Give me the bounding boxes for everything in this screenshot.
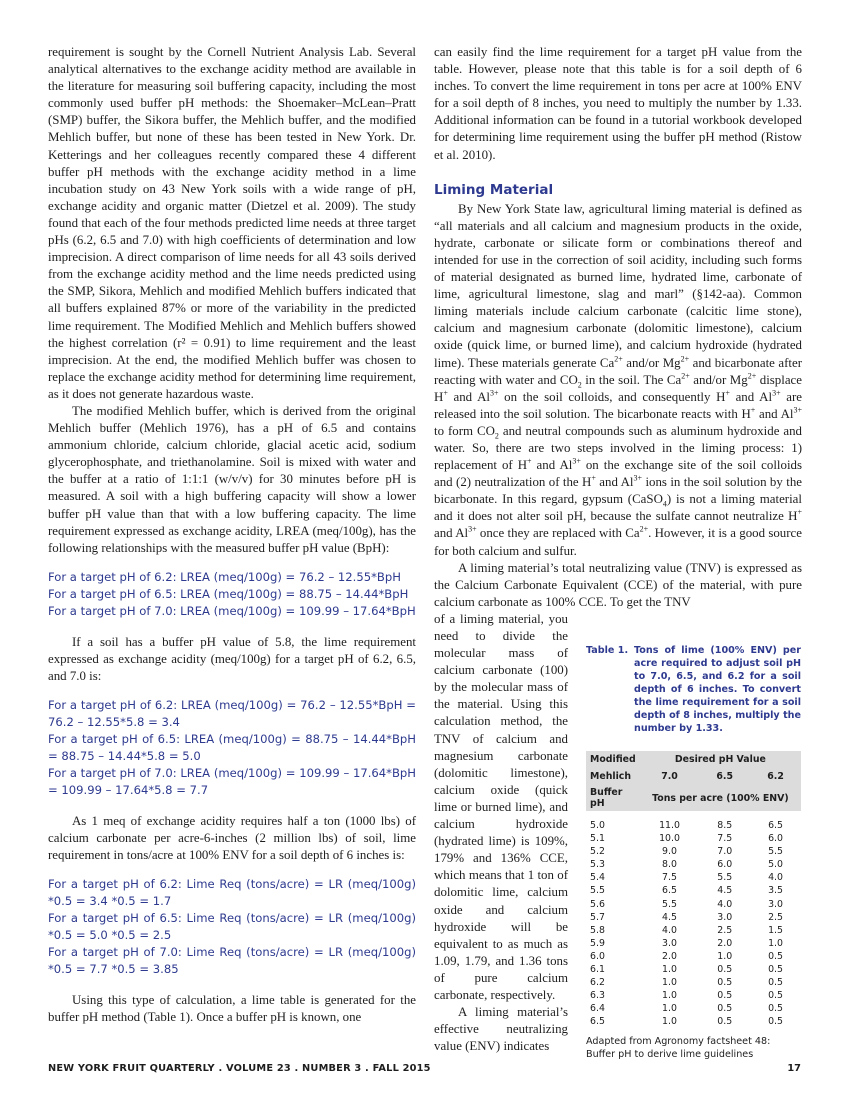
table-cell: 0.5 — [717, 1003, 733, 1015]
body-paragraph: Using this type of calculation, a lime table is generated for the buffer pH method (Table 1). Once a buffer pH is known, one — [48, 993, 416, 1025]
body-paragraph: If a soil has a buffer pH value of 5.8, the lime requirement expressed as exchange acidity (meq/100g) for a target pH of 6.2, 6.5, and 7.0 is: — [48, 634, 416, 683]
equation-line: For a target pH of 7.0: LREA (meq/100g) = 109.99 – 17.64*BpH = 109.99 – 17.64*5.8 = 7.7 — [48, 766, 416, 798]
table-row — [586, 1002, 801, 1015]
table-caption-text: Tons of lime (100% ENV) per acre required to adjust soil pH to 7.0, 6.5, and 6.2 for a soil depth of 6 inches. To convert the lime requirement for a soil depth of 8 inches, multiply the number by 1.33. — [634, 645, 801, 734]
equation-line: For a target pH of 7.0: Lime Req (tons/acre) = LR (meq/100g) *0.5 = 7.7 *0.5 = 3.85 — [48, 945, 416, 977]
table-source-note: Adapted from Agronomy factsheet 48: Buffer pH to derive lime guidelines — [586, 1035, 771, 1060]
table-cell: 10.0 — [659, 833, 680, 845]
table-cell: 5.2 — [590, 846, 605, 858]
table-label: Table 1. — [586, 645, 629, 656]
equation-block — [48, 569, 416, 620]
table-cell: 2.0 — [662, 950, 677, 962]
table-cell: 4.5 — [662, 911, 677, 923]
equation-line: For a target pH of 6.2: LREA (meq/100g) = 76.2 – 12.55*BpH — [48, 569, 401, 584]
header-cell: Mehlich — [590, 771, 632, 782]
table-cell: 5.7 — [590, 911, 605, 923]
body-paragraph: As 1 meq of exchange acidity requires half a ton (1000 lbs) of calcium carbonate per acre-6-inches (2 million lbs) of soil, lime requirement in tons/acre at 100% ENV for a soil depth of 6 inches is: — [48, 814, 416, 863]
table-cell: 6.5 — [662, 885, 677, 897]
table-cell: 5.1 — [590, 833, 605, 845]
table-row — [586, 937, 801, 950]
table-cell: 2.5 — [717, 924, 733, 936]
body-paragraph: By New York State law, agricultural liming material is defined as “all materials and all calcium and magnesium products in the oxide, hydrate, carbonate or silicate form or combinations thereof and intended for use in the correction of soil acidity, including such forms of material designated as burned lime, hydrated lime, carbonate of lime, agricultural limestone, slag and marl” (§142-aa). Common liming materials include calcium carbonate (calcitic lime stone), calcium and magnesium carbonate (dolomitic limestone), calcium oxide (quick lime, or burned lime), and calcium hydroxide (hydrated lime). These materials generate $Ca^{2+}$ and/or $Mg^{2+}$ and bicarbonate after reacting with water and $CO_2$ in the soil. The $Ca^{2+}$ and/or $Mg^{2+}$ displace H+ and $Al^{3+}$ on the soil colloids, and consequently H+ and $Al^{3+}$ are released into the soil solution. The bicarbonate reacts with H+ and $Al^{3+}$ to form $CO_2$ and neutral compounds such as aluminum hydroxide and water. So, there are two steps involved in the liming process: 1) replacement of H+ and $Al^{3+}$ on the exchange site of the soil colloids and (2) neutralization of the H+ and $Al^{3+}$ ions in the soil solution by the bicarbonate. In this regard, gypsum (CaSO$_4$) is not a liming material and it does not alter soil pH, because the sulfate cannot neutralize H+ and $Al^{3+}$ once they are replaced with $Ca^{2+}$. However, it is a good source for both calcium and sulfur. — [434, 201, 802, 558]
table-row — [586, 845, 801, 858]
table-cell: 4.0 — [662, 924, 677, 936]
table-row — [586, 989, 801, 1002]
table-cell: 8.0 — [662, 859, 677, 871]
header-cell: Modified — [590, 754, 636, 765]
header-cell: 6.5 — [716, 771, 734, 782]
table-cell: 7.0 — [717, 846, 733, 858]
table-cell: 1.0 — [662, 977, 677, 989]
table-cell: 4.5 — [717, 885, 733, 897]
table-cell: 5.0 — [590, 820, 605, 831]
table-row — [586, 924, 801, 937]
body-paragraph: of a liming material, you need to divide the molecular mass of calcium carbonate (100) by the molecular mass of the material. Using this calculation method, the TNV of calcium and magnesium carbonate (dolomitic limestone), calcium oxide (quick lime or burned lime), and calcium hydroxide (hydrated lime) is 109%, 179% and 136% CCE, which means that 1 ton of dolomitic lime, calcium oxide and calcium hydroxide will be equivalent to as much as 1.09, 1.79, and 1.36 tons of pure calcium carbonate, respectively. — [434, 611, 568, 1002]
header-cell: 6.2 — [767, 771, 784, 782]
header-cell: Tons per acre (100% ENV) — [652, 792, 789, 804]
equation-block — [48, 697, 416, 799]
table-cell: 5.5 — [768, 846, 784, 858]
table-cell: 6.0 — [768, 833, 784, 845]
table-cell: 0.5 — [717, 977, 733, 989]
table-cell: 5.6 — [590, 898, 605, 910]
table-row — [586, 832, 801, 845]
table-cell: 4.0 — [717, 898, 733, 910]
table-cell: 1.0 — [662, 964, 677, 976]
footer-journal: NEW YORK FRUIT QUARTERLY . VOLUME 23 . NUMBER 3 . FALL 2015 — [48, 1063, 431, 1074]
table-cell: 5.0 — [768, 859, 784, 871]
table-cell: 0.5 — [717, 990, 733, 1002]
table-cell: 3.0 — [717, 911, 733, 923]
table-row — [586, 963, 801, 976]
table-row — [586, 976, 801, 989]
table-cell: 6.1 — [590, 964, 605, 976]
body-paragraph: A liming material’s effective neutralizing value (ENV) indicates — [434, 1005, 568, 1054]
table-cell: 1.5 — [768, 924, 784, 936]
table-header-row — [586, 785, 801, 811]
table-cell: 5.5 — [590, 885, 605, 897]
body-paragraph: can easily find the lime requirement for a target pH value from the table. However, please note that this table is for a soil depth of 6 inches. To convert the lime requirement in tons per acre at 100% ENV for a soil depth of 8 inches, you need to multiply the number by 1.33. Additional information can be found in a tutorial workbook developed for determining lime requirement using the buffer pH method (Ristow et al. 2010). — [434, 45, 802, 162]
table-row — [586, 858, 801, 871]
table-body — [586, 811, 801, 1029]
table-cell: 5.5 — [662, 898, 677, 910]
equation-line: For a target pH of 6.2: LREA (meq/100g) = 76.2 – 12.55*BpH = 76.2 – 12.55*5.8 = 3.4 — [48, 698, 416, 730]
table-cell: 0.5 — [768, 1016, 784, 1028]
table-cell: 3.5 — [768, 885, 784, 897]
equation-line: For a target pH of 6.5: LREA (meq/100g) = 88.75 – 14.44*BpH — [48, 586, 409, 601]
table-cell: 6.2 — [590, 977, 605, 989]
equation-block — [48, 876, 416, 978]
table-cell: 0.5 — [717, 964, 733, 976]
table-cell: 8.5 — [717, 820, 733, 831]
table-cell: 3.0 — [662, 937, 677, 949]
table-cell: 0.5 — [717, 1016, 733, 1028]
table-header-row — [586, 751, 801, 768]
table-cell: 0.5 — [768, 990, 784, 1002]
table-cell: 4.0 — [768, 872, 784, 884]
section-heading: Liming Material — [434, 181, 554, 198]
equation-line: For a target pH of 6.5: LREA (meq/100g) = 88.75 – 14.44*BpH = 88.75 – 14.44*5.8 = 5.0 — [48, 732, 416, 764]
table-row — [586, 811, 801, 832]
table-cell: 2.0 — [717, 937, 733, 949]
table-1 — [586, 644, 801, 1061]
table-cell: 7.5 — [717, 833, 733, 845]
table-header-row — [586, 768, 801, 785]
table-cell: 6.5 — [768, 820, 784, 831]
table-cell: 1.0 — [662, 990, 677, 1002]
table-cell: 5.5 — [717, 872, 733, 884]
header-cell: Buffer pH — [590, 787, 623, 809]
table-cell: 6.3 — [590, 990, 605, 1002]
table-caption — [586, 644, 801, 735]
table-cell: 3.0 — [768, 898, 784, 910]
table-cell: 7.5 — [662, 872, 677, 884]
left-column — [48, 44, 416, 1027]
table-row — [586, 950, 801, 963]
table-cell: 6.0 — [590, 950, 605, 962]
table-cell: 1.0 — [662, 1003, 677, 1015]
table-cell: 9.0 — [662, 846, 677, 858]
table-cell: 6.5 — [590, 1016, 605, 1028]
table-row — [586, 884, 801, 897]
table-cell: 0.5 — [768, 1003, 784, 1015]
body-paragraph: The modified Mehlich buffer, which is derived from the original Mehlich buffer (Mehlich 1976), has a pH of 6.5 and contains ammonium chloride, calcium chloride, glacial acetic acid, sodium glycerophosphate, and triethanolamine. Soil is mixed with water and the buffer at a ratio of 1:1:1 (w/v/v) for 30 minutes before pH is measured. A soil with a high buffering capacity will show a lower buffer pH value than that with a low buffering capacity. The lime requirement expressed as exchange acidity, LREA (meq/100g), has the following relationships with the measured buffer pH value (BpH): — [48, 403, 416, 555]
page-number: 17 — [787, 1063, 801, 1074]
table-cell: 6.4 — [590, 1003, 605, 1015]
table-row — [586, 871, 801, 884]
table-cell: 11.0 — [659, 820, 680, 831]
equation-line: For a target pH of 6.5: Lime Req (tons/acre) = LR (meq/100g) *0.5 = 5.0 *0.5 = 2.5 — [48, 911, 416, 943]
lime-table — [586, 751, 801, 1029]
table-cell: 2.5 — [768, 911, 784, 923]
table-cell: 0.5 — [768, 964, 784, 976]
table-cell: 5.8 — [590, 924, 605, 936]
header-cell: Desired pH Value — [674, 754, 766, 765]
table-cell: 5.9 — [590, 937, 605, 949]
body-paragraph: A liming material’s total neutralizing value (TNV) is expressed as the Calcium Carbonate Equivalent (CCE) of the material, with pure calcium carbonate as 100% CCE. To get the TNV — [434, 560, 802, 609]
table-row — [586, 1015, 801, 1028]
table-cell: 1.0 — [768, 937, 784, 949]
table-cell: 5.4 — [590, 872, 605, 884]
equation-line: For a target pH of 7.0: LREA (meq/100g) = 109.99 – 17.64*BpH — [48, 603, 416, 618]
table-row — [586, 898, 801, 911]
table-cell: 6.0 — [717, 859, 733, 871]
table-cell: 0.5 — [768, 950, 784, 962]
table-cell: 1.0 — [662, 1016, 677, 1028]
table-cell: 0.5 — [768, 977, 784, 989]
table-cell: 5.3 — [590, 859, 605, 871]
table-row — [586, 911, 801, 924]
equation-line: For a target pH of 6.2: Lime Req (tons/acre) = LR (meq/100g) *0.5 = 3.4 *0.5 = 1.7 — [48, 877, 416, 909]
header-cell: 7.0 — [661, 771, 678, 782]
table-cell: 1.0 — [717, 950, 733, 962]
body-paragraph: requirement is sought by the Cornell Nutrient Analysis Lab. Several analytical alternatives to the exchange acidity method are available in the literature for measuring soil buffering capacity, including the most commonly used buffer pH methods: the Shoemaker–McLean–Pratt (SMP) buffer, the Sikora buffer, the Mehlich buffer, and the modified Mehlich buffer, but none of these has been tested in New York. Dr. Ketterings and her colleagues recently compared these 4 different buffer pH methods with the exchange acidity method in a lime incubation study on 43 New York soils with a wide range of pH, exchange acidity and organic matter (Dietzel et al. 2009). The study found that each of the four methods predicted lime needs at three target pHs (6.2, 6.5 and 7.0) with high coefficients of determination and low imprecision. A direct comparison of lime needs for all 43 soils derived from the exchange acidity method and the lime needs predicted using the SMP, Sikora, Mehlich and modified Mehlich buffers indicated that all buffers explained 87% or more of the variability in the predicted lime requirement. The Modified Mehlich and Mehlich buffers showed the highest correlation (r² = 0.91) to lime requirement and the least imprecision. At the end, the modified Mehlich buffer was chosen to replace the exchange acidity method for determining lime requirement, as it does not generate hazardous waste. — [48, 45, 416, 401]
